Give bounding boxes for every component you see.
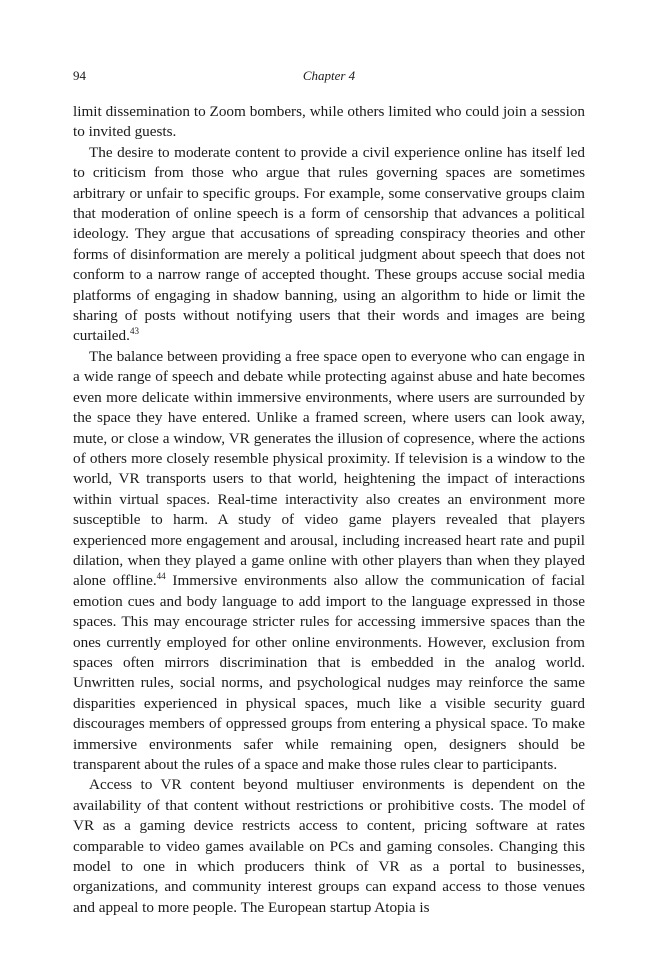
chapter-title: Chapter 4 <box>302 68 356 83</box>
paragraph-vr-access <box>73 775 585 918</box>
paragraph-text: limit dissemination to Zoom bombers, while others limited who could join a session to invited guests. <box>73 103 585 141</box>
paragraph-continued <box>73 102 585 143</box>
paragraph-text-continued: Immersive environments also allow the communication of facial emotion cues and body language to add import to the language expressed in those spaces. This may encourage stricter rules for accessing immersive spaces than the ones currently employed for other online environments. However, exclusion from spaces often mirrors discrimination that is embedded in the analog world. Unwritten rules, social norms, and psychological nudges may reinforce the same disparities experienced in physical spaces, much like a visible security guard discourages members of oppressed groups from entering a physical space. To make immersive environments safer while remaining open, designers should be transparent about the rules of a space and make those rules clear to participants. <box>73 572 585 773</box>
paragraph-moderation-criticism <box>73 143 585 347</box>
book-page <box>73 68 585 918</box>
paragraph-immersive-balance <box>73 347 585 776</box>
running-head <box>73 68 585 90</box>
paragraph-text: The desire to moderate content to provide a civil experience online has itself led to criticism from those who argue that rules governing spaces are sometimes arbitrary or unfair to specific groups. For example, some conservative groups claim that moderation of online speech is a form of censorship that advances a political ideology. They argue that accusations of spreading conspiracy theories and other forms of disinformation are merely a political judgment about speech that does not conform to a narrow range of accepted thought. These groups accuse social media platforms of engaging in shadow banning, using an algorithm to hide or limit the sharing of posts without notifying users that their words and images are being curtailed. <box>73 143 585 345</box>
footnote-marker: 44 <box>156 571 166 582</box>
body-text <box>73 102 585 918</box>
paragraph-text: The balance between providing a free space open to everyone who can engage in a wide range of speech and debate while protecting against abuse and hate becomes even more delicate within immersive environments, where users are surrounded by the space they have entered. Unlike a framed screen, where users can look away, mute, or close a window, VR generates the illusion of copresence, where the actions of others more closely resemble physical proximity. If television is a window to the world, VR transports users to that world, heightening the impact of interactions within virtual spaces. Real-time interactivity also creates an environment more susceptible to harm. A study of video game players revealed that players experienced more engagement and arousal, including increased heart rate and pupil dilation, when they played a game online with other players than when they played alone offline. <box>73 347 585 590</box>
paragraph-text: Access to VR content beyond multiuser environments is dependent on the availability of that content without restrictions or prohibitive costs. The model of VR as a gaming device restricts access to content, pricing software at rates comparable to video games available on PCs and gaming consoles. Changing this model to one in which producers think of VR as a portal to businesses, organizations, and community interest groups can expand access to those venues and appeal to more people. The European startup Atopia is <box>73 776 585 916</box>
page-number: 94 <box>73 68 86 83</box>
footnote-marker: 43 <box>129 326 139 337</box>
